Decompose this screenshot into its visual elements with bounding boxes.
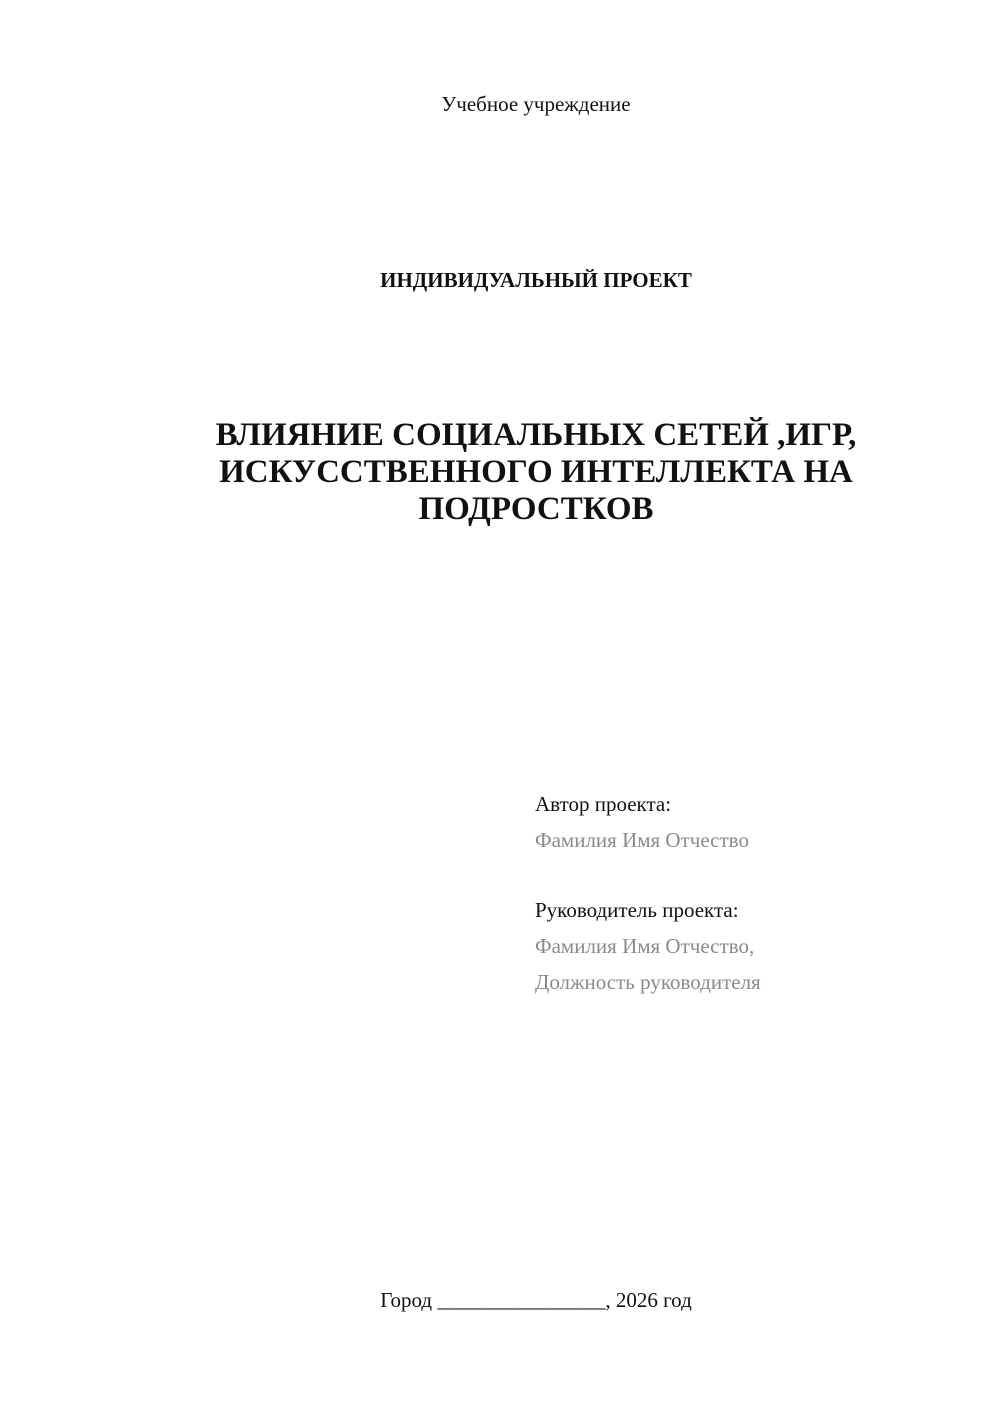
- supervisor-block: [535, 892, 761, 1000]
- project-type-heading: ИНДИВИДУАЛЬНЫЙ ПРОЕКТ: [380, 268, 692, 292]
- author-label: Автор проекта:: [535, 792, 672, 816]
- city-year-line: Город ________________, 2026 год: [380, 1288, 692, 1312]
- project-title-line: ВЛИЯНИЕ СОЦИАЛЬНЫХ СЕТЕЙ ,ИГР,: [215, 417, 857, 453]
- supervisor-label: Руководитель проекта:: [535, 898, 739, 922]
- project-title: [0, 417, 1000, 528]
- author-block: [535, 786, 749, 858]
- supervisor-position: Должность руководителя: [535, 970, 761, 994]
- author-name: Фамилия Имя Отчество: [535, 828, 749, 852]
- supervisor-name: Фамилия Имя Отчество,: [535, 934, 755, 958]
- institution-name: Учебное учреждение: [441, 92, 631, 116]
- project-title-line: ИСКУССТВЕННОГО ИНТЕЛЛЕКТА НА: [219, 454, 853, 490]
- project-title-line: ПОДРОСТКОВ: [418, 491, 654, 527]
